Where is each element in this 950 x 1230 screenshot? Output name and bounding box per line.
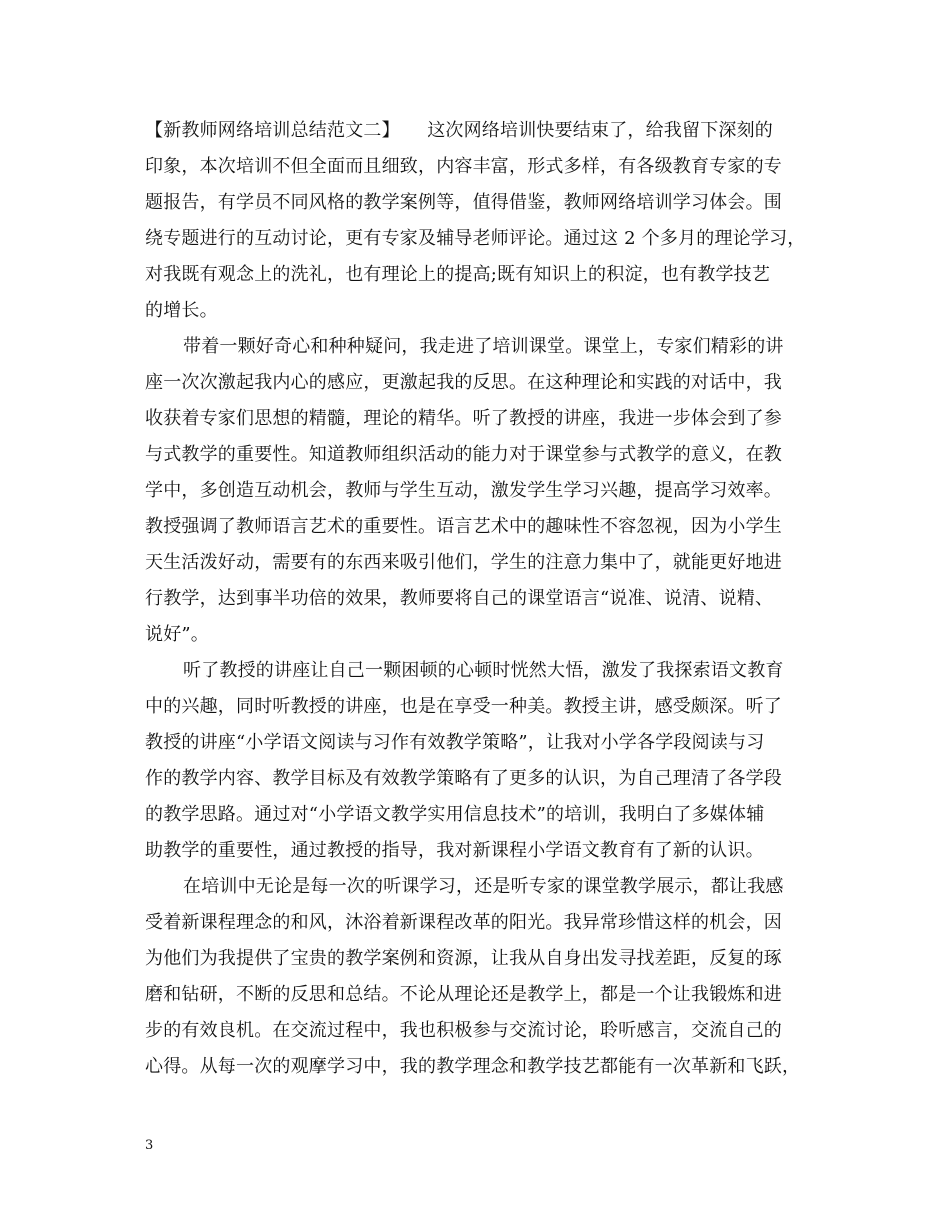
text-line: 中的兴趣，同时听教授的讲座，也是在享受一种美。教授主讲，感受颇深。听了 bbox=[145, 696, 782, 717]
text-line: 绕专题进行的互动讨论，更有专家及辅导老师评论。通过这 2 个多月的理论学习， bbox=[145, 228, 806, 249]
text-line: 的教学思路。通过对“小学语文教学实用信息技术”的培训，我明白了多媒体辅 bbox=[145, 804, 765, 825]
text-line: 心得。从每一次的观摩学习中，我的教学理念和教学技艺都能有一次革新和飞跃， bbox=[145, 1056, 801, 1077]
text-line: 座一次次激起我内心的感应，更激起我的反思。在这种理论和实践的对话中，我 bbox=[145, 372, 782, 393]
text-line: 教授强调了教师语言艺术的重要性。语言艺术中的趣味性不容忽视，因为小学生 bbox=[145, 516, 782, 537]
page-number: 3 bbox=[145, 1138, 154, 1153]
text-line: 作的教学内容、教学目标及有效教学策略有了更多的认识，为自己理清了各学段 bbox=[145, 768, 782, 789]
text-line: 在培训中无论是每一次的听课学习，还是听专家的课堂教学展示，都让我感 bbox=[183, 876, 784, 897]
text-line: 印象，本次培训不但全面而且细致，内容丰富，形式多样，有各级教育专家的专 bbox=[145, 156, 782, 177]
text-line: 步的有效良机。在交流过程中，我也积极参与交流讨论，聆听感言，交流自己的 bbox=[145, 1020, 782, 1041]
text-line: 说好”。 bbox=[145, 624, 210, 645]
text-line: 学中，多创造互动机会，教师与学生互动，激发学生学习兴趣，提高学习效率。 bbox=[145, 480, 782, 501]
text-line: 受着新课程理念的和风，沐浴着新课程改革的阳光。我异常珍惜这样的机会，因 bbox=[145, 912, 782, 933]
text-line: 题报告，有学员不同风格的教学案例等，值得借鉴，教师网络培训学习体会。围 bbox=[145, 192, 782, 213]
text-line: 天生活泼好动，需要有的东西来吸引他们，学生的注意力集中了，就能更好地进 bbox=[145, 552, 782, 573]
text-line: 与式教学的重要性。知道教师组织活动的能力对于课堂参与式教学的意义，在教 bbox=[145, 444, 782, 465]
text-line: 为他们为我提供了宝贵的教学案例和资源，让我从自身出发寻找差距，反复的琢 bbox=[145, 948, 782, 969]
text-line: 教授的讲座“小学语文阅读与习作有效教学策略”，让我对小学各学段阅读与习 bbox=[145, 732, 765, 753]
text-line: 听了教授的讲座让自己一颗困顿的心顿时恍然大悟，激发了我探索语文教育 bbox=[183, 660, 784, 681]
text-line: 对我既有观念上的洗礼，也有理论上的提高;既有知识上的积淀，也有教学技艺 bbox=[145, 264, 771, 285]
text-line: 助教学的重要性，通过教授的指导，我对新课程小学语文教育有了新的认识。 bbox=[145, 840, 764, 861]
text-line: 带着一颗好奇心和种种疑问，我走进了培训课堂。课堂上，专家们精彩的讲 bbox=[183, 336, 784, 357]
text-line: 【新教师网络培训总结范文二】 这次网络培训快要结束了，给我留下深刻的 bbox=[145, 120, 773, 141]
text-line: 磨和钻研，不断的反思和总结。不论从理论还是教学上，都是一个让我锻炼和进 bbox=[145, 984, 782, 1005]
text-line: 的增长。 bbox=[145, 300, 218, 321]
text-line: 行教学，达到事半功倍的效果，教师要将自己的课堂语言“说准、说清、说精、 bbox=[145, 588, 774, 609]
text-line: 收获着专家们思想的精髓，理论的精华。听了教授的讲座，我进一步体会到了参 bbox=[145, 408, 782, 429]
